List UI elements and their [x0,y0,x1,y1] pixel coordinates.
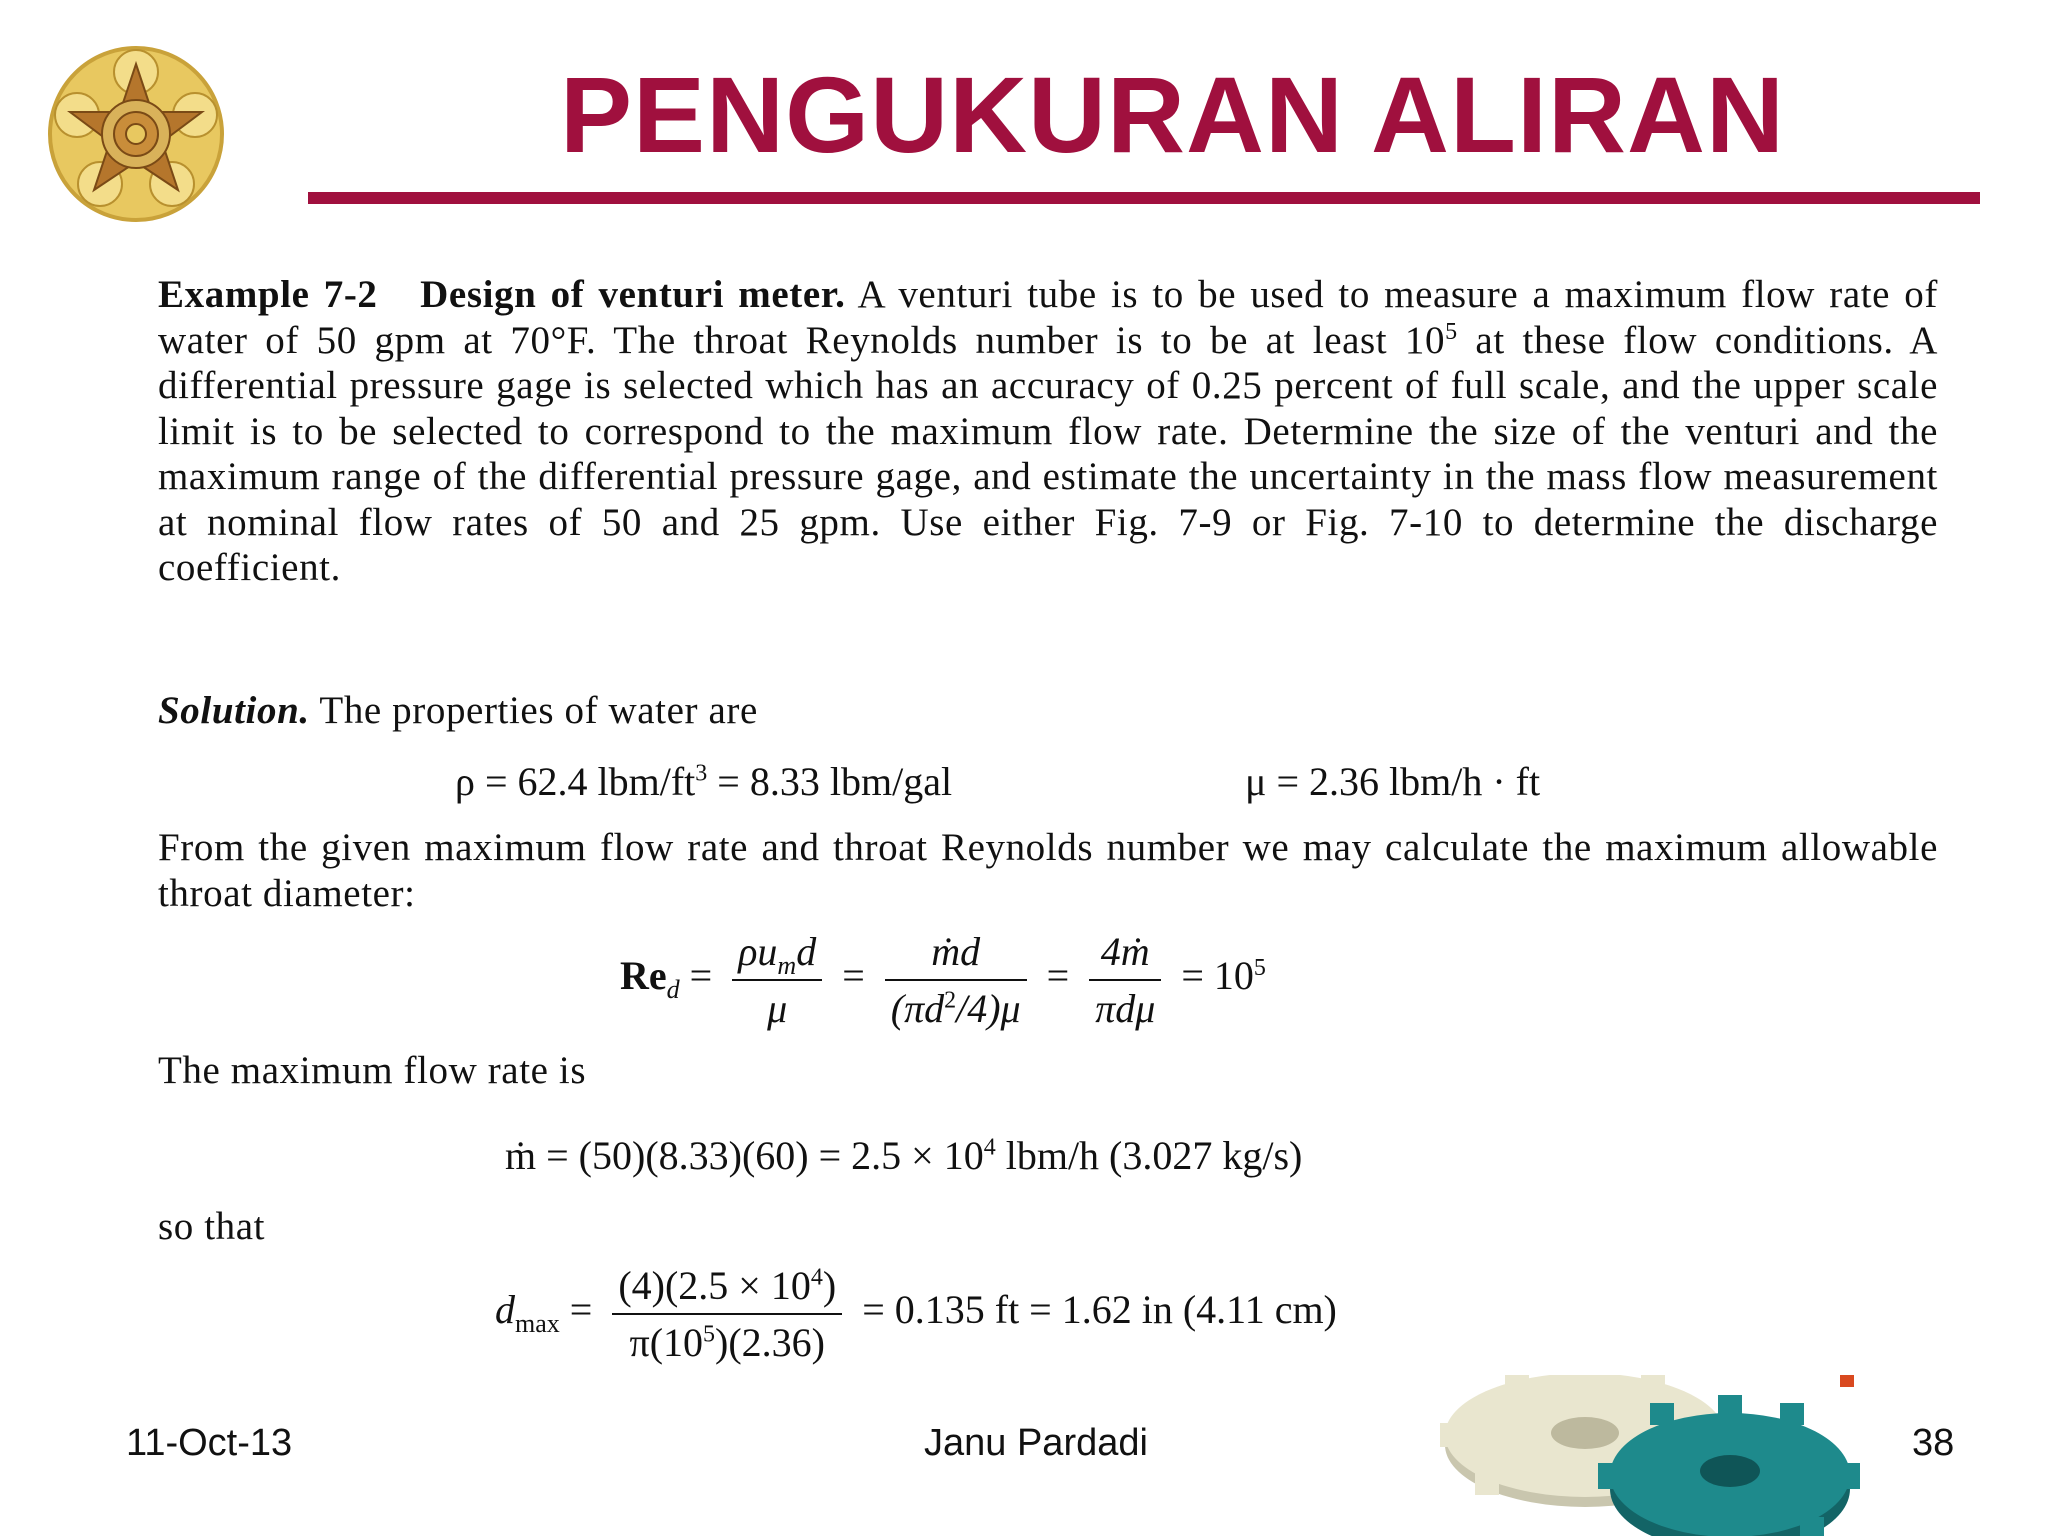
reynolds-number-equation: $Re_d$ = $\frac{\rho u_md}{\mu}$ = $\frac{\text{ṁd}}{(\pi d^2/4)\mu}$ = $\frac{\text{4ṁ}}{\text{πdμ}}$ = $10^5$ [620,929,1266,1031]
gears-decoration-icon [1440,1375,1860,1536]
footer-page-number: 38 [1912,1422,1955,1464]
example-heading: Design of venturi meter. [420,273,846,316]
so-that-text: so that [158,1205,266,1248]
solution-intro: The properties of water are [319,689,758,732]
reynolds-fraction-2: $\frac{\text{ṁd}}{(\pi d^2/4)\mu}$ [885,928,1027,1032]
example-paragraph [158,272,1938,591]
diameter-fraction: $\frac{(4)(2.5 \times 10^4)}{\pi(10^5)(2.36)}$ [612,1262,842,1366]
max-diameter-equation: $d_{max}$ = $\frac{(4)(2.5 \times 10^4)}{\pi(10^5)(2.36)}$ = 0.135 ft = 1.62 in (4.11 cm) [495,1263,1337,1365]
water-density-equation: ρ = 62.4 lbm/$ft^3 = 8.33$ lbm/gal [455,759,953,804]
mass-flow-equation: ṁ = $(50)(8.33)(60) = 2.5 \times 10^4$ lbm/h (3.027 kg/s) [505,1133,1303,1178]
example-text-part-2: at these flow conditions. A differential pressure gage is selected which has an accuracy of 0.25 percent of full scale, and the upper scale limit is to be selected to correspond to the maximum flow rate. Determine the size of the venturi and the maximum range of the differential pressure gage, and estimate the uncertainty in the mass flow measurement at nominal flow rates of 50 and 25 gpm. Use either Fig. 7-9 or Fig. 7-10 to determine the discharge coefficient. [158,318,1939,589]
solution-intro-line [158,688,758,733]
example-exponent: 5 [1445,318,1458,345]
reynolds-fraction-3: $\frac{\text{4ṁ}}{\text{πdμ}}$ [1089,928,1161,1032]
diameter-intro-paragraph: From the given maximum flow rate and throat Reynolds number we may calculate the maximum allowable throat diameter: [158,826,1938,915]
slide-title: PENGUKURAN ALIRAN [560,54,1785,175]
example-text-part-1: A venturi tube is to be used to measure a maximum flow rate of water of 50 gpm at 70°F. The throat Reynolds number is to be at least 10 [158,273,1938,362]
footer-date: 11-Oct-13 [126,1422,293,1464]
footer-author: Janu Pardadi [924,1422,1148,1464]
reynolds-fraction-1: $\frac{\rho u_md}{\mu}$ [732,928,822,1032]
example-label: Example 7-2 [158,273,378,316]
water-viscosity-equation: μ = 2.36 lbm/h · ft [1245,759,1541,804]
max-flow-intro: The maximum flow rate is [158,1049,587,1092]
solution-label: Solution. [158,689,310,732]
